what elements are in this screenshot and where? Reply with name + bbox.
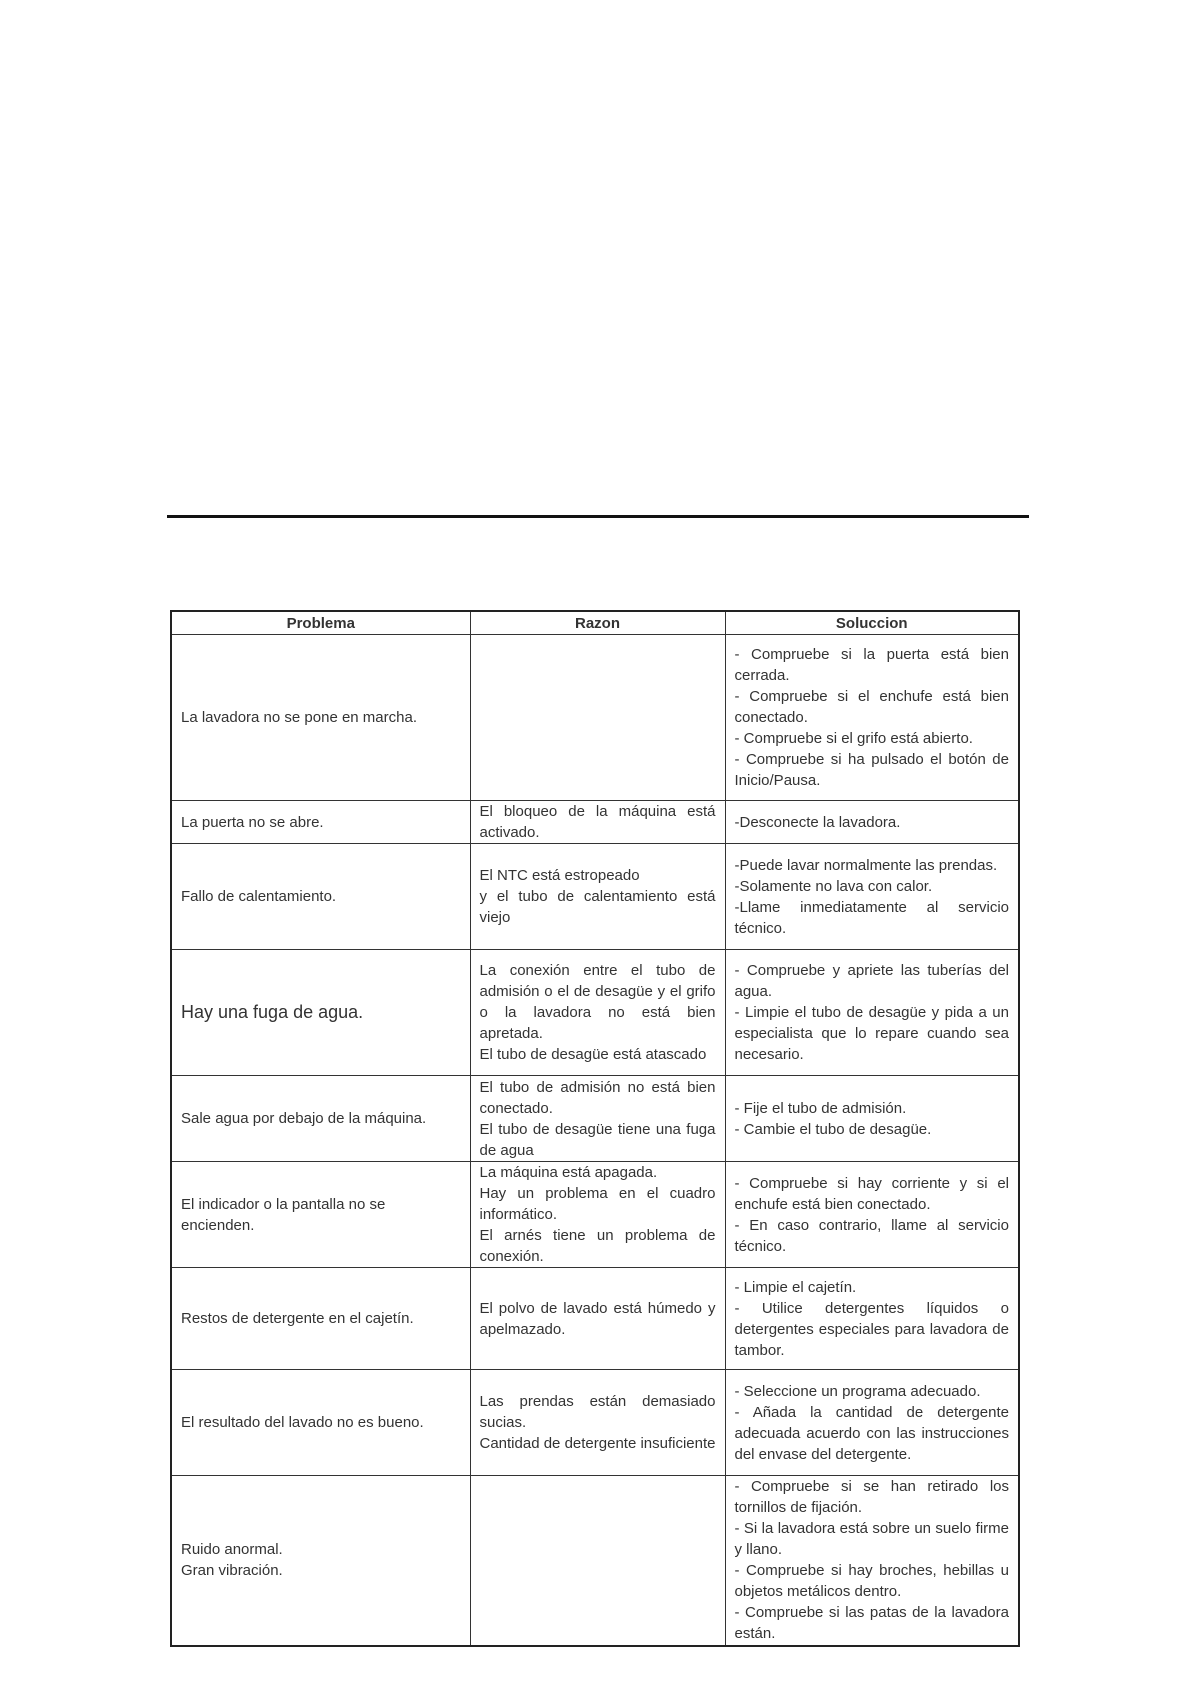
- solution-cell: [725, 1476, 1019, 1646]
- solution-cell-line: -Solamente no lava con calor.: [734, 877, 933, 895]
- troubleshooting-table-container: [170, 610, 1018, 1647]
- reason-cell: [470, 950, 725, 1076]
- solution-cell: [725, 801, 1019, 844]
- solution-cell-line: -Puede lavar normalmente las prendas.: [734, 856, 998, 874]
- reason-cell: [470, 844, 725, 950]
- reason-cell: [470, 1076, 725, 1162]
- table-row: [171, 635, 1019, 801]
- reason-cell-line: El arnés tiene un problema de conexión.: [479, 1227, 716, 1265]
- problem-cell: [171, 801, 470, 844]
- problem-cell-line: Gran vibración.: [181, 1562, 283, 1580]
- solution-cell-line: - Limpie el cajetín.: [734, 1278, 857, 1296]
- reason-cell-line: Hay un problema en el cuadro informático.: [479, 1185, 716, 1223]
- problem-cell-line: Fallo de calentamiento.: [181, 888, 337, 905]
- header-reason: Razon: [470, 611, 725, 635]
- problem-cell-line: Hay una fuga de agua.: [181, 1002, 364, 1022]
- troubleshooting-table: [170, 610, 1020, 1647]
- solution-cell-line: - Fije el tubo de admisión.: [734, 1099, 907, 1117]
- solution-cell-line: - Compruebe si el grifo está abierto.: [734, 730, 973, 747]
- solution-cell-line: - Añada la cantidad de detergente adecuada acuerdo con las instrucciones del envase del detergente.: [734, 1403, 1009, 1463]
- table-row: [171, 1370, 1019, 1476]
- solution-cell-line: - Compruebe si el enchufe está bien conectado.: [734, 688, 1009, 726]
- solution-cell-line: - Limpie el tubo de desagüe y pida a un especialista que lo repare cuando sea necesario.: [734, 1004, 1009, 1063]
- problem-cell-line: Ruido anormal.: [181, 1541, 283, 1559]
- solution-cell-line: - Cambie el tubo de desagüe.: [734, 1120, 932, 1138]
- solution-cell-line: - En caso contrario, llame al servicio técnico.: [734, 1216, 1009, 1255]
- reason-cell-line: Las prendas están demasiado sucias.: [479, 1393, 716, 1431]
- problem-cell: [171, 635, 470, 801]
- solution-cell-line: -Desconecte la lavadora.: [734, 813, 901, 831]
- solution-cell-line: - Compruebe y apriete las tuberías del agua.: [734, 962, 1009, 1000]
- table-row: [171, 1268, 1019, 1370]
- table-header-row: [171, 611, 1019, 635]
- solution-cell: [725, 635, 1019, 801]
- solution-cell: [725, 1162, 1019, 1268]
- solution-cell: [725, 1076, 1019, 1162]
- reason-cell: [470, 801, 725, 844]
- header-problem: Problema: [171, 611, 470, 635]
- problem-cell-line: Sale agua por debajo de la máquina.: [181, 1110, 427, 1127]
- solution-cell-line: - Compruebe si se han retirado los tornillos de fijación.: [734, 1478, 1009, 1517]
- solution-cell: [725, 844, 1019, 950]
- problem-cell-line: El resultado del lavado no es bueno.: [181, 1414, 424, 1431]
- solution-cell-line: - Compruebe si la puerta está bien cerrada.: [734, 646, 1009, 684]
- problem-cell: [171, 1370, 470, 1476]
- solution-cell: [725, 1370, 1019, 1476]
- problem-cell-line: La puerta no se abre.: [181, 813, 324, 831]
- reason-cell-line: Cantidad de detergente insuficiente: [479, 1435, 716, 1452]
- problem-cell: [171, 844, 470, 950]
- reason-cell-line: El polvo de lavado está húmedo y apelmazado.: [479, 1299, 716, 1338]
- solution-cell-line: - Si la lavadora está sobre un suelo firme y llano.: [734, 1520, 1009, 1559]
- solution-cell: [725, 1268, 1019, 1370]
- solution-cell-line: - Utilice detergentes líquidos o detergentes especiales para lavadora de tambor.: [734, 1299, 1009, 1359]
- problem-cell-line: El indicador o la pantalla no se encienden.: [181, 1195, 386, 1234]
- solution-cell-line: -Llame inmediatamente al servicio técnico.: [734, 898, 1009, 937]
- reason-cell: [470, 635, 725, 801]
- problem-cell-line: Restos de detergente en el cajetín.: [181, 1310, 414, 1327]
- reason-cell-line: El bloqueo de la máquina está activado.: [479, 803, 716, 841]
- problem-cell: [171, 950, 470, 1076]
- horizontal-rule: [167, 515, 1029, 518]
- reason-cell-line: El NTC está estropeado: [479, 867, 640, 884]
- table-row: [171, 844, 1019, 950]
- reason-cell: [470, 1370, 725, 1476]
- table-row: [171, 1076, 1019, 1162]
- header-solution: Soluccion: [725, 611, 1019, 635]
- problem-cell: [171, 1476, 470, 1646]
- table-row: [171, 801, 1019, 844]
- problem-cell: [171, 1268, 470, 1370]
- table-row: [171, 1162, 1019, 1268]
- solution-cell-line: - Compruebe si las patas de la lavadora están.: [734, 1604, 1009, 1643]
- problem-cell-line: La lavadora no se pone en marcha.: [181, 709, 417, 726]
- reason-cell: [470, 1268, 725, 1370]
- solution-cell: [725, 950, 1019, 1076]
- reason-cell-line: El tubo de desagüe está atascado: [479, 1046, 707, 1063]
- solution-cell-line: - Seleccione un programa adecuado.: [734, 1382, 981, 1400]
- reason-cell-line: El tubo de desagüe tiene una fuga de agua: [479, 1120, 716, 1159]
- table-row: [171, 950, 1019, 1076]
- problem-cell: [171, 1162, 470, 1268]
- solution-cell-line: - Compruebe si ha pulsado el botón de Inicio/Pausa.: [734, 751, 1009, 789]
- reason-cell-line: La conexión entre el tubo de admisión o el de desagüe y el grifo o la lavadora no está bien apretada.: [479, 962, 716, 1042]
- table-row: [171, 1476, 1019, 1646]
- reason-cell: [470, 1476, 725, 1646]
- solution-cell-line: - Compruebe si hay corriente y si el enchufe está bien conectado.: [734, 1174, 1009, 1213]
- reason-cell-line: El tubo de admisión no está bien conectado.: [479, 1078, 716, 1117]
- reason-cell-line: y el tubo de calentamiento está viejo: [479, 888, 716, 926]
- reason-cell: [470, 1162, 725, 1268]
- solution-cell-line: - Compruebe si hay broches, hebillas u objetos metálicos dentro.: [734, 1562, 1009, 1601]
- problem-cell: [171, 1076, 470, 1162]
- reason-cell-line: La máquina está apagada.: [479, 1164, 658, 1181]
